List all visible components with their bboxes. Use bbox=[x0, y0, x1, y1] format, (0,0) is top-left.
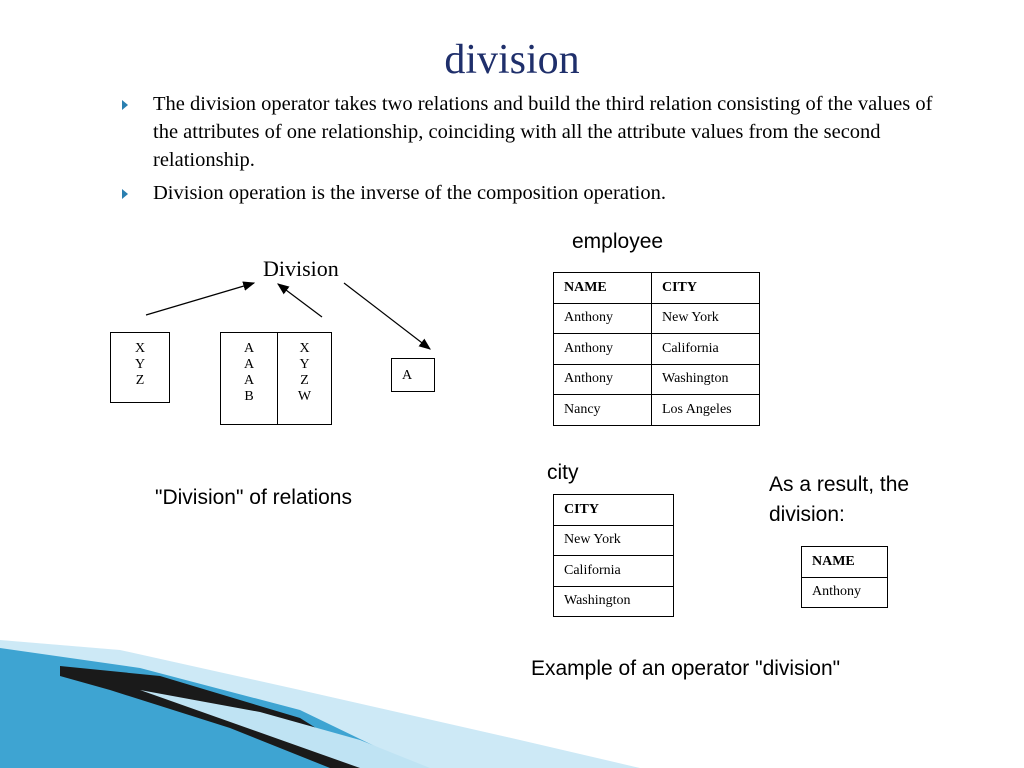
middle-col1-value: B bbox=[244, 389, 254, 404]
employee-table bbox=[553, 272, 760, 426]
middle-col2-value: W bbox=[297, 389, 312, 404]
middle-col1-value: A bbox=[243, 357, 255, 372]
middle-relation-col1 bbox=[221, 333, 278, 424]
arrow-middle-to-division bbox=[278, 284, 322, 317]
slide-title: division bbox=[444, 37, 580, 83]
table-row bbox=[554, 334, 760, 365]
column-header: CITY bbox=[554, 495, 674, 526]
example-caption: Example of an operator "division" bbox=[531, 657, 841, 680]
column-header: NAME bbox=[802, 547, 888, 578]
result-relation-box bbox=[391, 358, 435, 392]
table-cell: Washington bbox=[652, 364, 760, 395]
left-relation-value: Z bbox=[135, 373, 145, 388]
table-row bbox=[554, 586, 674, 617]
table-row bbox=[554, 525, 674, 556]
middle-col2-value: Z bbox=[300, 373, 309, 388]
division-label: Division bbox=[263, 256, 339, 281]
table-cell: Anthony bbox=[554, 334, 652, 365]
result-label-line2: division: bbox=[769, 503, 845, 526]
result-table bbox=[801, 546, 888, 608]
city-table bbox=[553, 494, 674, 617]
employee-label: employee bbox=[572, 230, 664, 253]
bullet-2-text: Division operation is the inverse of the composition operation. bbox=[153, 182, 666, 204]
column-header: NAME bbox=[554, 273, 652, 304]
table-row bbox=[554, 364, 760, 395]
table-cell: California bbox=[652, 334, 760, 365]
middle-col2-value: X bbox=[299, 341, 310, 356]
table-cell: New York bbox=[554, 525, 674, 556]
left-relation-box bbox=[110, 332, 170, 403]
table-cell: Anthony bbox=[554, 364, 652, 395]
table-cell: Los Angeles bbox=[652, 395, 760, 426]
column-header: CITY bbox=[652, 273, 760, 304]
arrow-division-to-result bbox=[344, 283, 430, 349]
table-row bbox=[802, 577, 888, 608]
result-label bbox=[769, 470, 909, 530]
city-label: city bbox=[547, 461, 579, 484]
middle-col2-value: Y bbox=[299, 357, 310, 372]
table-cell: New York bbox=[652, 303, 760, 334]
division-caption: "Division" of relations bbox=[155, 486, 352, 509]
table-cell: Nancy bbox=[554, 395, 652, 426]
middle-relation-box bbox=[220, 332, 332, 425]
middle-relation-col2 bbox=[278, 333, 331, 424]
table-cell: Anthony bbox=[802, 577, 888, 608]
table-header-row bbox=[554, 273, 760, 304]
table-row bbox=[554, 303, 760, 334]
arrow-left-to-division bbox=[146, 283, 254, 315]
left-relation-value: Y bbox=[134, 357, 146, 372]
table-row bbox=[554, 556, 674, 587]
result-label-line1: As a result, the bbox=[769, 473, 910, 496]
result-relation-value: A bbox=[402, 368, 413, 383]
left-relation-value: X bbox=[134, 341, 146, 356]
table-header-row bbox=[802, 547, 888, 578]
table-header-row bbox=[554, 495, 674, 526]
table-cell: Washington bbox=[554, 586, 674, 617]
table-row bbox=[554, 395, 760, 426]
middle-col1-value: A bbox=[243, 341, 255, 356]
table-cell: Anthony bbox=[554, 303, 652, 334]
middle-col1-value: A bbox=[243, 373, 255, 388]
table-cell: California bbox=[554, 556, 674, 587]
bullet-1-text: The division operator takes two relations and build the third relation consisting of the values of the attributes of one relationship, coinciding with all the attribute values from the second relationship. bbox=[153, 93, 933, 171]
